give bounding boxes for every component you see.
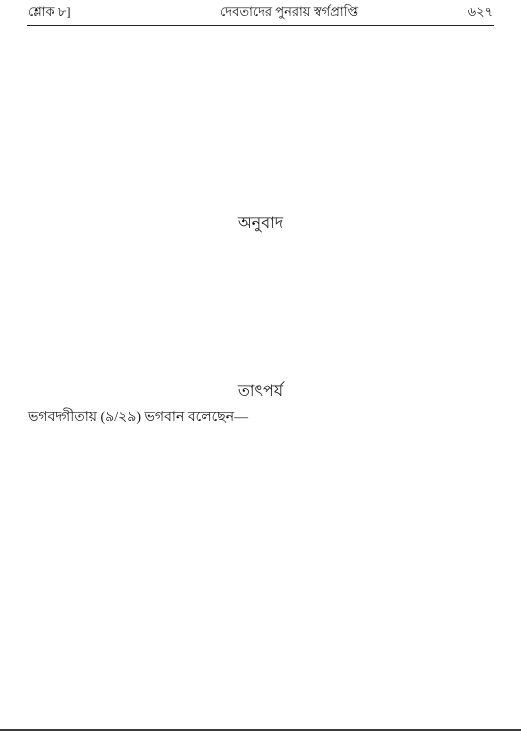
verse-line [148, 431, 493, 455]
synonym-line [28, 55, 493, 77]
translation-line [28, 352, 493, 374]
purport-line [28, 602, 493, 626]
translation-line [28, 266, 493, 288]
synonyms-block [28, 33, 493, 207]
synonym-line [28, 76, 493, 98]
translation-block [28, 244, 493, 374]
purport-line [28, 530, 493, 554]
synonym-line [28, 33, 493, 55]
purport-line [28, 482, 493, 506]
translation-line [28, 330, 493, 352]
footer-rule [0, 729, 521, 731]
verse-line [148, 455, 493, 479]
header-rule [27, 25, 494, 26]
purport-line [28, 674, 493, 698]
synonym-line [28, 141, 493, 163]
purport-heading: তাৎপর্য [237, 383, 284, 400]
running-chapter-title: দেবতাদের পুনরায় স্বর্গপ্রাপ্তি [219, 4, 359, 19]
purport-line [28, 554, 493, 578]
running-verse-reference: শ্লোক ৮] [28, 4, 71, 19]
translation-line [28, 287, 493, 309]
translation-line [28, 244, 493, 266]
synonym-line [28, 98, 493, 120]
purport-intro: ভগবদ্গীতায় (৯/২৯) ভগবান বলেছেন— [28, 410, 249, 425]
synonym-line [28, 120, 493, 142]
translation-line [28, 309, 493, 331]
purport-verse [148, 431, 493, 478]
purport-line [28, 698, 493, 722]
synonym-line [28, 185, 493, 207]
purport-line [28, 506, 493, 530]
translation-heading: অনুবাদ [237, 215, 284, 232]
purport-line [28, 650, 493, 674]
synonym-line [28, 163, 493, 185]
purport-body [28, 482, 493, 722]
purport-line [28, 626, 493, 650]
purport-line [28, 578, 493, 602]
page-number: ৬২৭ [467, 4, 493, 19]
